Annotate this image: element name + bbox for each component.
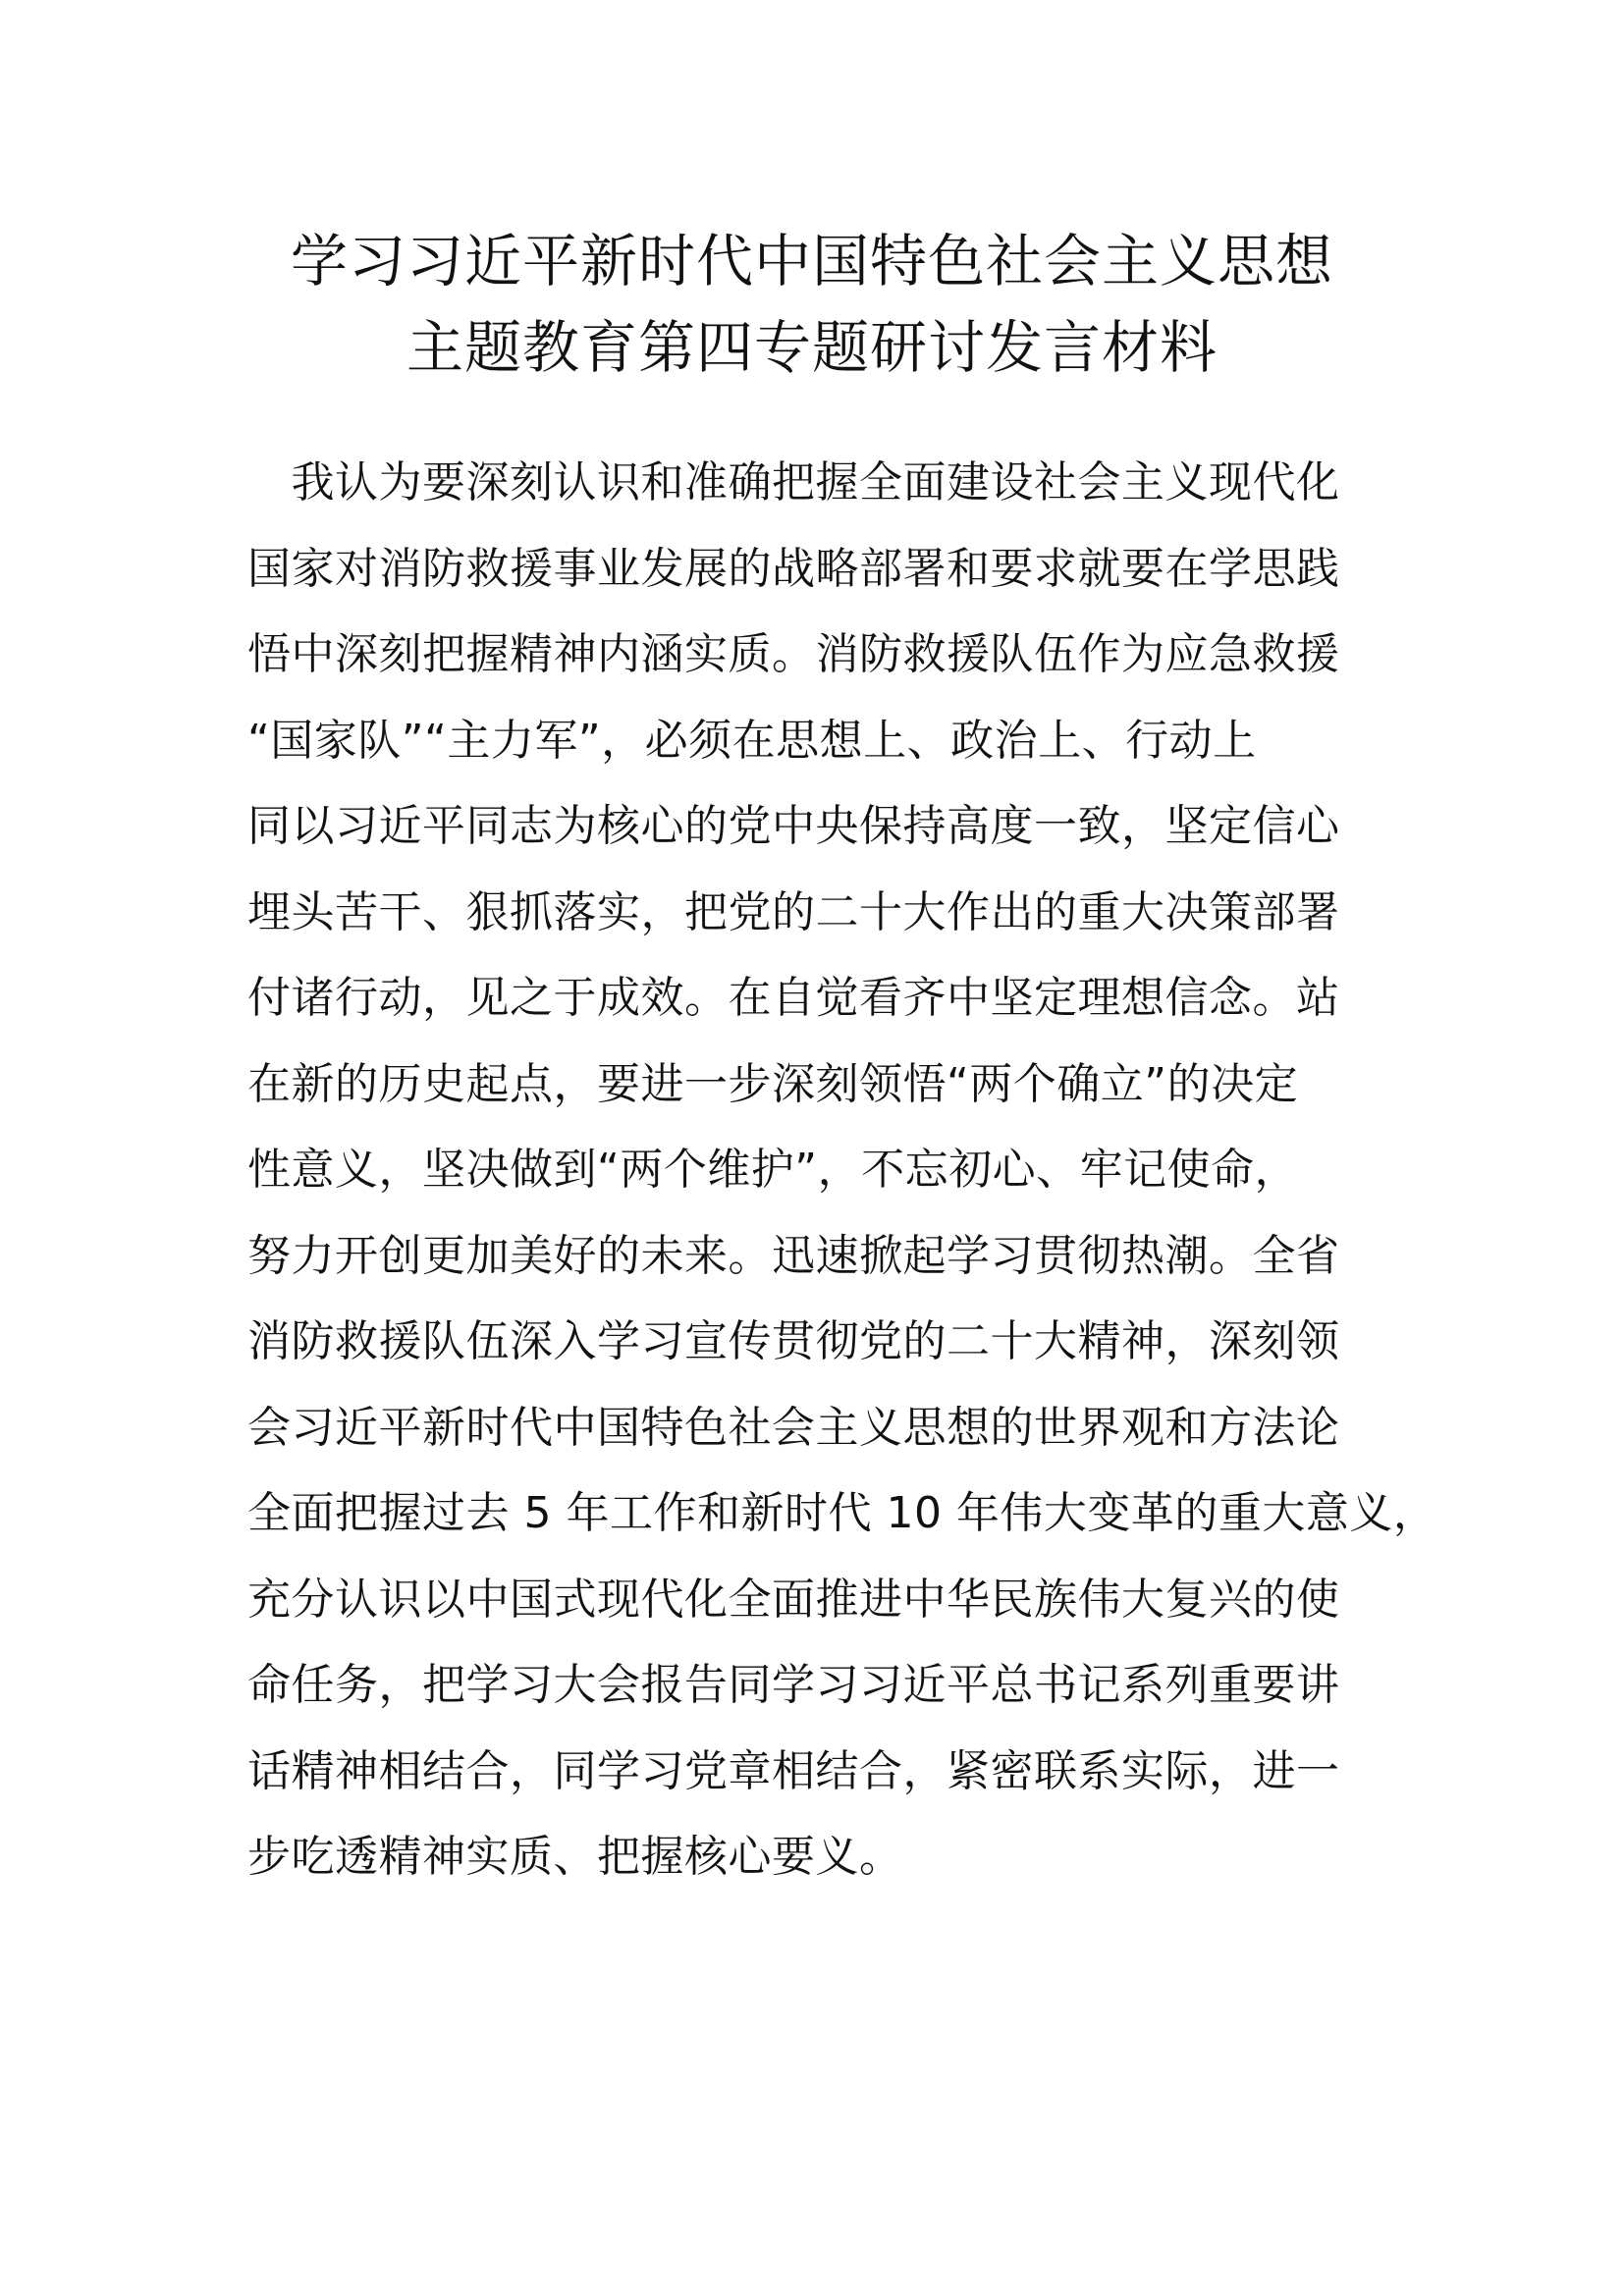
body-line: 命任务，把学习大会报告同学习习近平总书记系列重要讲 xyxy=(247,1660,1340,1710)
body-line: 努力开创更加美好的未来。迅速掀起学习贯彻热潮。全省 xyxy=(247,1230,1340,1281)
title-line-2: 主题教育第四专题研讨发言材料 xyxy=(406,314,1218,381)
body-line: 埋头苦干、狠抓落实，把党的二十大作出的重大决策部署 xyxy=(247,886,1340,937)
body-line: 会习近平新时代中国特色社会主义思想的世界观和方法论 xyxy=(247,1402,1340,1453)
body-line: 性意义，坚决做到“两个维护”，不忘初心、牢记使命， xyxy=(247,1145,1299,1195)
document-body xyxy=(247,440,1437,1900)
body-line: 步吃透精神实质、把握核心要义。 xyxy=(247,1832,903,1882)
body-line: 在新的历史起点，要进一步深刻领悟“两个确立”的决定 xyxy=(247,1058,1299,1109)
body-line: 消防救援队伍深入学习宣传贯彻党的二十大精神，深刻领 xyxy=(247,1316,1340,1366)
body-line: 国家对消防救援事业发展的战略部署和要求就要在学思践 xyxy=(247,543,1340,594)
body-line: 付诸行动，见之于成效。在自觉看齐中坚定理想信念。站 xyxy=(247,973,1340,1023)
body-line: 悟中深刻把握精神内涵实质。消防救援队伍作为应急救援 xyxy=(247,629,1340,679)
body-line: 我认为要深刻认识和准确把握全面建设社会主义现代化 xyxy=(247,457,1340,507)
body-line: “国家队”“主力军”，必须在思想上、政治上、行动上 xyxy=(247,715,1257,766)
document-title xyxy=(0,218,1624,391)
body-line: 同以习近平同志为核心的党中央保持高度一致，坚定信心 xyxy=(247,801,1340,851)
body-line: 充分认识以中国式现代化全面推进中华民族伟大复兴的使 xyxy=(247,1574,1340,1625)
body-line: 全面把握过去 5 年工作和新时代 10 年伟大变革的重大意义， xyxy=(247,1488,1437,1538)
title-line-1: 学习习近平新时代中国特色社会主义思想 xyxy=(290,228,1333,294)
body-line: 话精神相结合，同学习党章相结合，紧密联系实际，进一 xyxy=(247,1745,1340,1796)
